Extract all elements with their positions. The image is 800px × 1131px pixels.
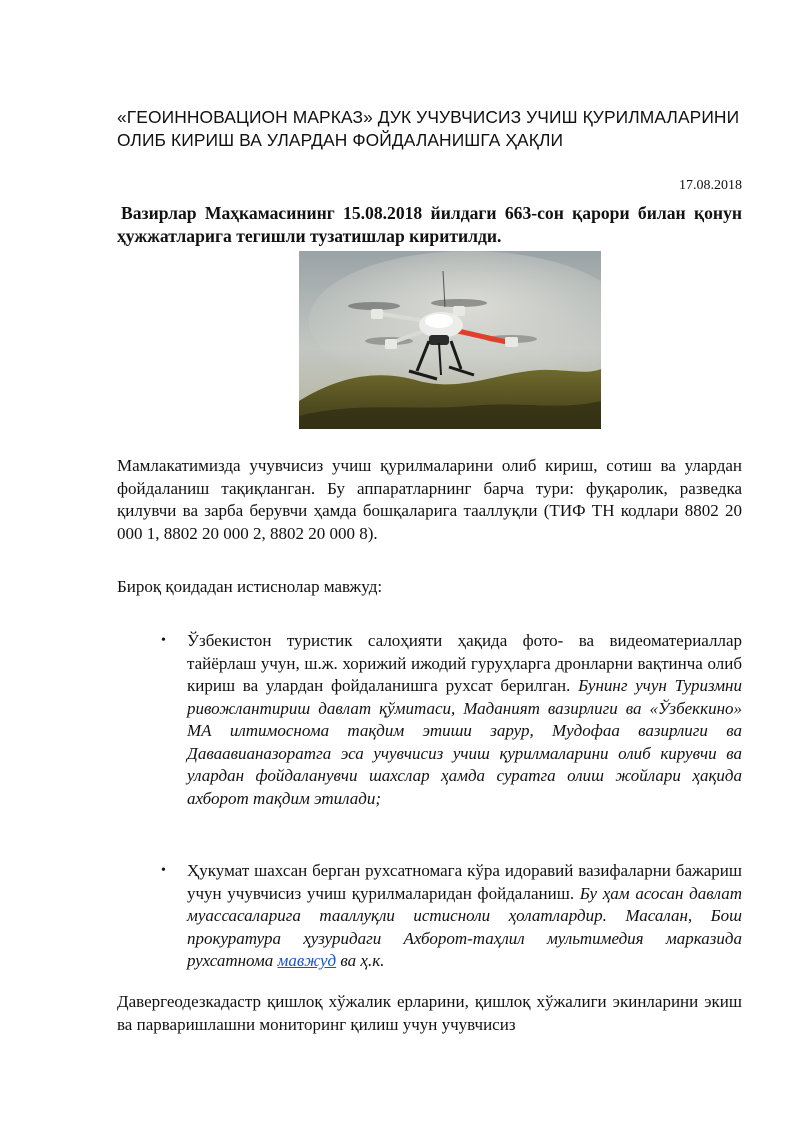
- lead-paragraph: [117, 202, 742, 247]
- document-title: «ГЕОИННОВАЦИОН МАРКАЗ» ДУК УЧУВЧИСИЗ УЧИШ ҚУРИЛМАЛАРИНИ ОЛИБ КИРИШ ВА УЛАРДАН ФОЙДАЛАНИШГА ҲАҚЛИ: [117, 107, 740, 150]
- drone-photo: [299, 251, 601, 429]
- publication-date: 17.08.2018: [679, 178, 742, 193]
- bullet-dot: •: [161, 863, 166, 878]
- bullet1-text: Ўзбекистон туристик салоҳияти ҳақида фото- ва видеоматериаллар тайёрлаш учун, ш.ж. хорижий ижодий гуруҳларга дронларни вақтинча олиб кириш ва улардан фойдаланишга рухсат берилган.: [187, 631, 742, 695]
- bullet1-italic-text: Бунинг учун Туризмни ривожлантириш давлат қўмитаси, Маданият вазирлиги ва «Ўзбеккино» МА илтимоснома тақдим этиши зарур, Мудофаа вазирлиги ва Даваавианазоратга эса учувчисиз учиш қурилмаларини олиб кирувчи ва улардан фойдаланувчи шахслар ҳамда суратга олиш жойлари ҳақида ахборот тақдим этилади;: [187, 676, 742, 808]
- paragraph-geodesy: Давергеодезкадастр қишлоқ хўжалик ерларини, қишлоқ хўжалиги экинларини экиш ва парваришлашни мониторинг қилиш учун учувчисиз: [117, 992, 742, 1034]
- paragraph-exceptions-intro: Бироқ қоидадан истиснолар мавжуд:: [117, 577, 383, 596]
- paragraph-ban: Мамлакатимизда учувчисиз учиш қурилмаларини олиб кириш, сотиш ва улардан фойдаланиш тақиқланган. Бу аппаратларнинг барча тури: фуқаролик, разведка қилувчи ва зарба берувчи ҳамда бошқаларига таaллуқли (ТИФ ТН кодлари 8802 20 000 1, 8802 20 000 2, 8802 20 000 8).: [117, 456, 742, 543]
- mavjud-link[interactable]: мавжуд: [277, 951, 337, 970]
- lead-text: Вазирлар Маҳкамасининг 15.08.2018 йилдаги 663-сон қарори билан қонун ҳужжатларига тегишли тузатишлар киритилди.: [117, 203, 742, 246]
- drone-photo-graphic: [299, 251, 601, 429]
- bullet2-text: Ҳукумат шахсан берган рухсатномага кўра идоравий вазифаларни бажариш учун учувчисиз учиш қурилмаларидан фойдаланиш.: [187, 861, 742, 903]
- list-item: [161, 860, 743, 973]
- bullet-dot: •: [161, 633, 166, 648]
- list-item: [161, 630, 742, 810]
- bullet2-italic-text: Бу ҳам асосан давлат муассасаларига тааллуқли истисноли ҳолатлардир. Масалан, Бош прокуратура ҳузуридаги Ахборот-таҳлил мультимедия марказида рухсатнома: [187, 883, 743, 970]
- bullet2-tail-text: ва ҳ.к.: [336, 951, 385, 970]
